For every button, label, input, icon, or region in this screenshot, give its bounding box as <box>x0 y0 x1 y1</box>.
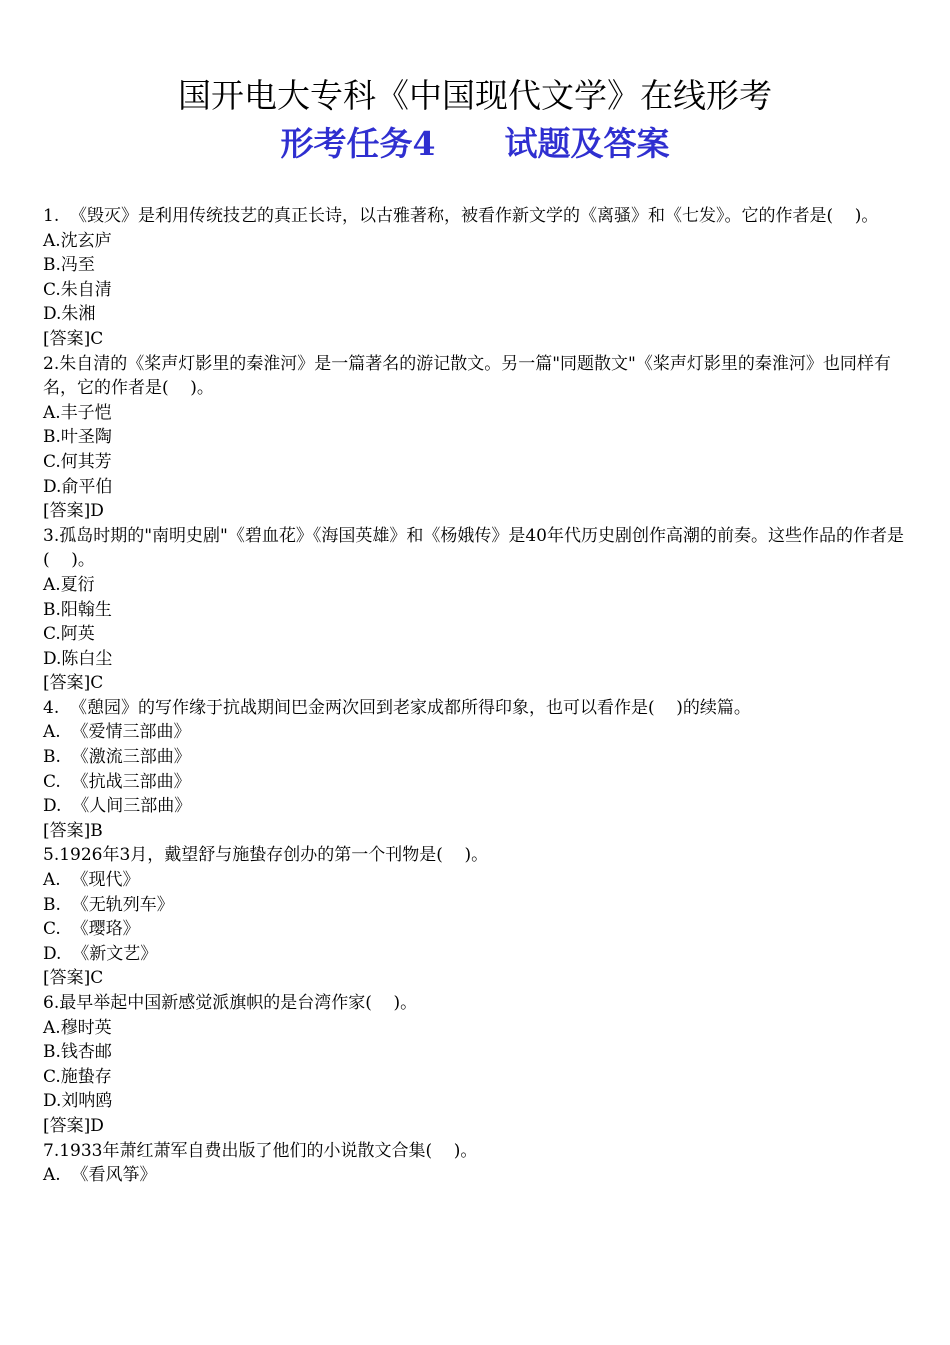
answer-key: [答案]C <box>43 328 104 349</box>
answer-option: B.阳翰生 <box>43 599 112 620</box>
answer-option: B. 《激流三部曲》 <box>43 747 191 768</box>
answer-key: [答案]C <box>43 673 104 694</box>
question-block <box>43 524 905 696</box>
answer-option: D.俞平伯 <box>43 476 113 497</box>
answer-option: B.叶圣陶 <box>43 427 112 448</box>
answer-option: A.穆时英 <box>43 1017 112 1038</box>
answer-option: A. 《看风筝》 <box>43 1165 157 1186</box>
answer-option: D.朱湘 <box>43 304 96 325</box>
question-text: 3.孤岛时期的"南明史剧"《碧血花》《海国英雄》和《杨娥传》是40年代历史剧创作高潮的前奏。这些作品的作者是( )。 <box>43 525 904 571</box>
answer-option: D.刘呐鸥 <box>43 1091 113 1112</box>
document-subtitle: 形考任务4 试题及答案 <box>280 124 670 163</box>
answer-option: B. 《无轨列车》 <box>43 894 174 915</box>
answer-key: [答案]D <box>43 1115 104 1136</box>
answer-key: [答案]D <box>43 501 104 522</box>
question-block <box>43 843 905 991</box>
question-text: 6.最早举起中国新感觉派旗帜的是台湾作家( )。 <box>43 993 418 1013</box>
question-block <box>43 204 905 352</box>
answer-option: B.冯至 <box>43 255 95 276</box>
answer-option: D. 《人间三部曲》 <box>43 796 192 817</box>
question-block <box>43 1139 905 1188</box>
question-text: 2.朱自清的《桨声灯影里的秦淮河》是一篇著名的游记散文。另一篇"同题散文"《桨声灯影里的秦淮河》也同样有名，它的作者是( )。 <box>43 353 891 399</box>
question-text: 7.1933年萧红萧军自费出版了他们的小说散文合集( )。 <box>43 1140 478 1161</box>
answer-option: C.阿英 <box>43 624 95 645</box>
answer-option: A.丰子恺 <box>43 402 112 423</box>
answer-option: D. 《新文艺》 <box>43 943 158 964</box>
question-list <box>43 204 905 1188</box>
question-block <box>43 991 905 1139</box>
question-block <box>43 352 905 524</box>
answer-option: A. 《现代》 <box>43 870 140 891</box>
document-title: 国开电大专科《中国现代文学》在线形考 <box>178 76 772 115</box>
answer-option: D.陈白尘 <box>43 648 113 669</box>
answer-option: A.夏衍 <box>43 574 95 595</box>
question-text: 5.1926年3月，戴望舒与施蛰存创办的第一个刊物是( )。 <box>43 845 489 866</box>
question-block <box>43 696 905 844</box>
answer-option: C.施蛰存 <box>43 1066 112 1087</box>
answer-option: C.何其芳 <box>43 451 112 472</box>
question-text: 4. 《憩园》的写作缘于抗战期间巴金两次回到老家成都所得印象，也可以看作是( )的续篇。 <box>43 697 751 718</box>
answer-option: C.朱自清 <box>43 279 112 300</box>
answer-option: C. 《抗战三部曲》 <box>43 771 191 792</box>
answer-key: [答案]B <box>43 820 103 841</box>
answer-option: A. 《爱情三部曲》 <box>43 722 191 743</box>
answer-option: A.沈玄庐 <box>43 230 112 251</box>
question-text: 1. 《毁灭》是利用传统技艺的真正长诗，以古雅著称，被看作新文学的《离骚》和《七发》。它的作者是( )。 <box>43 206 879 226</box>
answer-key: [答案]C <box>43 968 104 989</box>
answer-option: B.钱杏邮 <box>43 1042 112 1063</box>
answer-option: C. 《璎珞》 <box>43 919 140 940</box>
